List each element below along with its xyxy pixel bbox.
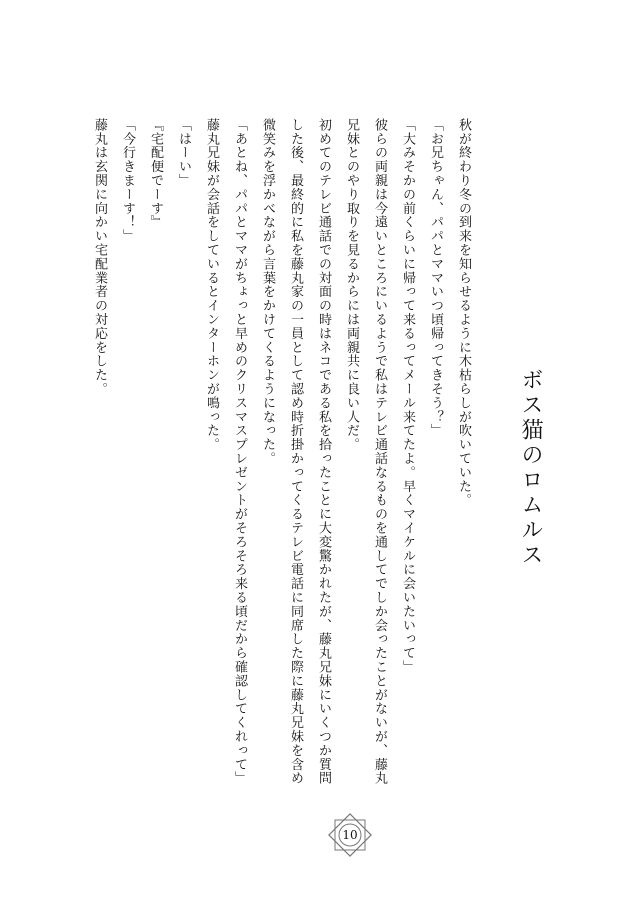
paragraph: 「お兄ちゃん、パパとママいつ頃帰ってきそう？」 [428,118,443,438]
page-number-badge [323,808,377,862]
body-text [92,118,477,798]
paragraph: 藤丸兄妹が会話をしているとインターホンが鳴った。 [204,118,219,452]
page-number: 10 [342,828,358,842]
paragraph: 彼らの両親は今遠いところにいるようで私はテレビ通話なるものを通してでしか会ったことがないが、藤丸兄妹とのやり取りを見るからには両親共に良い人だ。 [344,118,387,786]
paragraph: 「今行きまーす！」 [120,118,135,244]
paragraph: 藤丸は玄関に向かい宅配業者の対応をした。 [92,118,107,396]
paragraph: 秋が終わり冬の到来を知らせるように木枯らしが吹いていた。 [456,118,471,508]
paragraph: 「大みそかの前くらいに帰って来るってメール来てたよ。早くマイケルに会いたいって」 [400,118,415,674]
paragraph: 初めてのテレビ通話での対面の時はネコである私を拾ったことに大変驚かれたが、藤丸兄妹にいくつか質問した後、最終的に私を藤丸家の一員として認め時折掛かってくるテレビ電話に同席した際に藤丸兄妹を含め微笑みを浮かべながら言葉をかけてくるようになった。 [260,118,331,786]
paragraph: 「はーい」 [176,118,191,188]
chapter-title: ボス猫のロムルス [518,368,543,568]
paragraph: 「あとね、パパとママがちょっと早めのクリスマスプレゼントがそろそろ来る頃だから確認してくれって」 [232,118,247,786]
paragraph: 『宅配便でーす』 [148,118,163,230]
